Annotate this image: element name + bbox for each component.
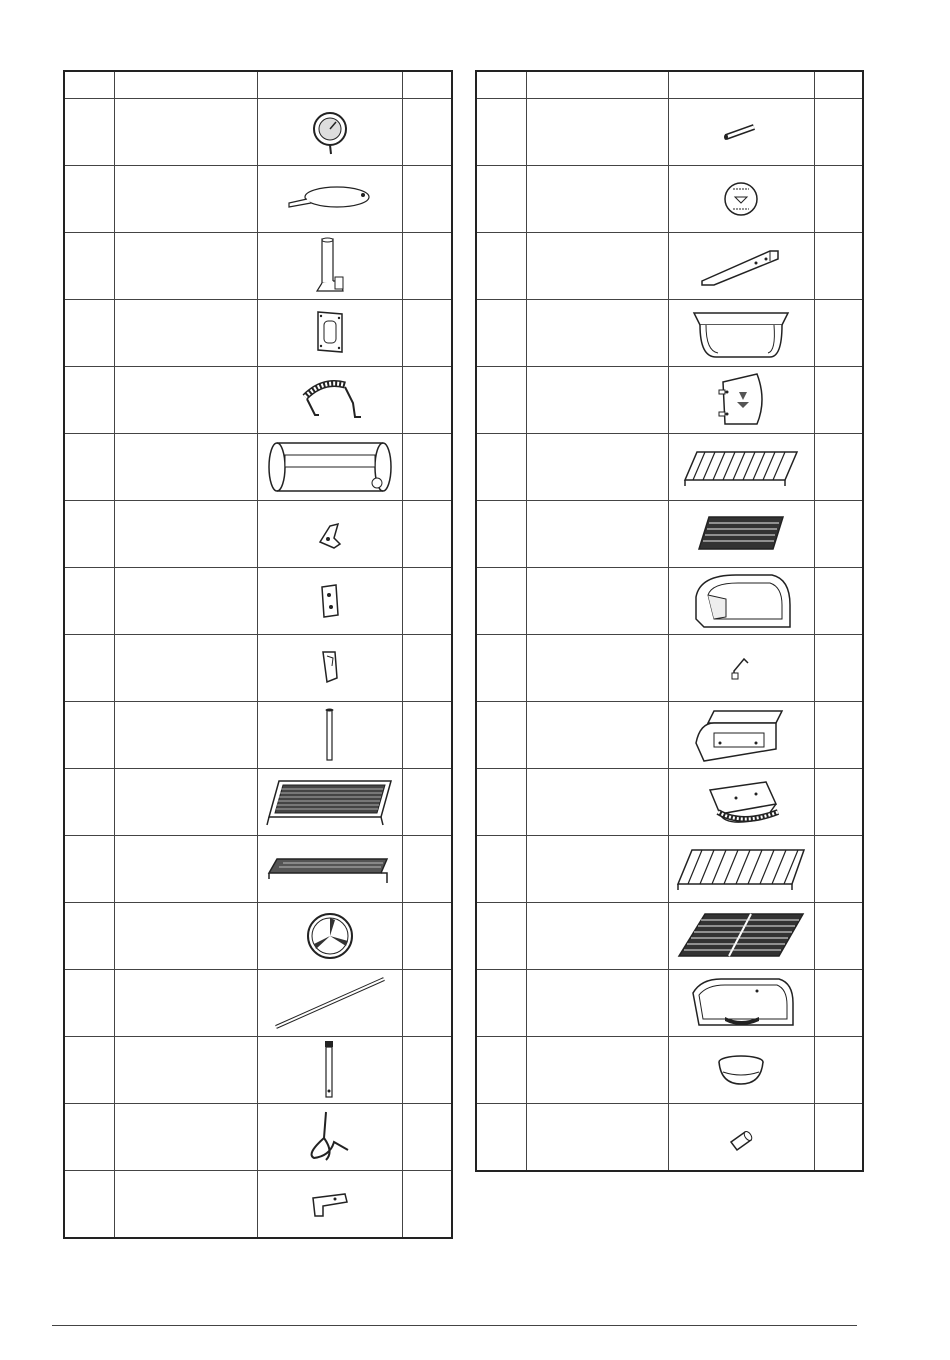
leg-icon <box>318 1039 342 1101</box>
header-cell-qty <box>814 71 863 99</box>
table-header-row <box>64 71 452 99</box>
cooking-grate-icon <box>672 842 810 896</box>
double-grate-icon <box>673 908 809 964</box>
bracket-icon <box>310 514 350 554</box>
wire-hook-icon <box>300 1108 360 1166</box>
table-row <box>64 836 452 903</box>
table-row <box>476 166 863 233</box>
table-row <box>64 367 452 434</box>
header-cell-no <box>476 71 526 99</box>
table-row <box>476 836 863 903</box>
table-row <box>64 166 452 233</box>
header-cell-description <box>114 71 257 99</box>
table-row <box>476 367 863 434</box>
side-plate-icon <box>711 370 771 430</box>
table-row <box>476 702 863 769</box>
small-bracket-icon <box>305 1184 355 1224</box>
table-row <box>64 702 452 769</box>
small-hook-icon <box>726 653 756 683</box>
chimney-stack-icon <box>305 237 355 295</box>
main-barrel-icon <box>265 437 395 497</box>
table-row <box>64 903 452 970</box>
thermometer-icon <box>300 107 360 157</box>
header-cell-image <box>668 71 814 99</box>
table-row <box>64 501 452 568</box>
firebox-lid-icon <box>686 569 796 633</box>
table-row <box>64 300 452 367</box>
table-row <box>64 769 452 836</box>
header-cell-description <box>526 71 668 99</box>
header-cell-qty <box>402 71 452 99</box>
grill-grate-icon <box>679 442 803 492</box>
table-row <box>476 1037 863 1104</box>
damper-wheel-icon <box>302 908 358 964</box>
table-row <box>64 233 452 300</box>
parts-table-right <box>475 70 864 1172</box>
clip-icon <box>315 648 345 688</box>
header-cell-no <box>64 71 114 99</box>
rod-icon <box>320 706 340 764</box>
bolt-icon <box>723 1122 759 1152</box>
table-row <box>476 501 863 568</box>
table-row <box>64 99 452 166</box>
table-row <box>476 233 863 300</box>
table-row <box>476 99 863 166</box>
table-row <box>64 434 452 501</box>
table-row <box>476 1104 863 1172</box>
table-header-row <box>476 71 863 99</box>
grate-tray-icon <box>263 775 397 829</box>
firebox-handle-lid-icon <box>696 774 786 830</box>
table-row <box>476 300 863 367</box>
table-row <box>476 434 863 501</box>
angle-bracket-icon <box>696 241 786 291</box>
table-row <box>476 903 863 970</box>
ash-bowl-icon <box>711 1048 771 1092</box>
table-row <box>476 568 863 635</box>
table-row <box>476 970 863 1037</box>
plate-icon <box>275 179 385 219</box>
table-row <box>64 1104 452 1171</box>
table-row <box>476 769 863 836</box>
hinge-plate-icon <box>310 579 350 623</box>
table-row <box>476 635 863 702</box>
pin-icon <box>716 117 766 147</box>
table-row <box>64 970 452 1037</box>
shelf-icon <box>263 849 397 889</box>
parts-table-left <box>63 70 453 1239</box>
charcoal-grate-icon <box>691 509 791 559</box>
header-cell-image <box>257 71 402 99</box>
table-row <box>64 568 452 635</box>
chimney-gasket-icon <box>310 308 350 358</box>
footer-rule <box>52 1325 857 1326</box>
vent-dial-icon <box>721 177 761 221</box>
table-row <box>64 1171 452 1239</box>
long-rod-icon <box>270 973 390 1033</box>
main-lid-icon <box>681 973 801 1033</box>
firebox-bottom-icon <box>686 303 796 363</box>
table-row <box>64 1037 452 1104</box>
table-row <box>64 635 452 702</box>
handle-icon <box>295 375 365 425</box>
firebox-lid-assembly-icon <box>686 703 796 767</box>
